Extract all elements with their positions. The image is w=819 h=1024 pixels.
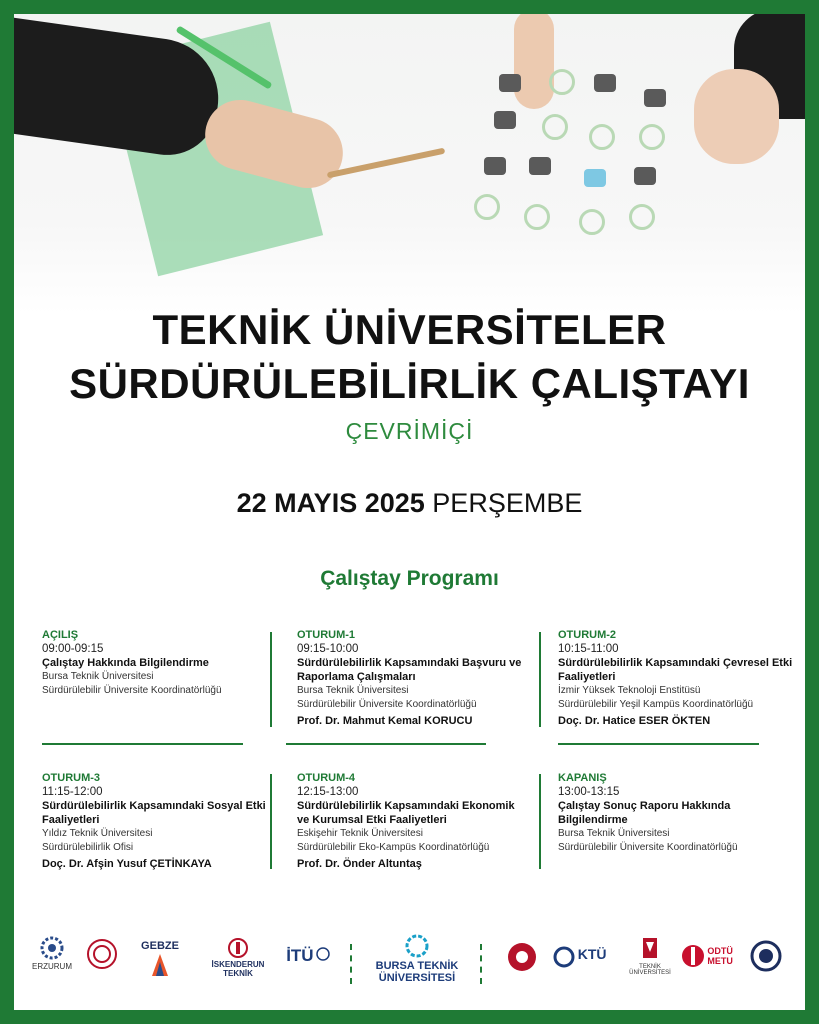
session-topic: Sürdürülebilirlik Kapsamındaki Başvuru ve Raporlama Çalışmaları (297, 657, 522, 683)
odtu-label: ODTÜ (707, 946, 733, 956)
session-office: Sürdürülebilirlik Ofisi (42, 842, 134, 853)
session-institution: Eskişehir Teknik Üniversitesi (297, 828, 423, 839)
event-date (14, 488, 805, 519)
date-day: PERŞEMBE (432, 488, 583, 518)
session-topic: Çalıştay Hakkında Bilgilendirme (42, 657, 209, 669)
session-office: Sürdürülebilir Üniversite Koordinatörlüğü (558, 842, 738, 853)
itu-logo (286, 946, 330, 966)
column-divider (539, 774, 541, 869)
row-divider (558, 743, 759, 745)
session-time: 09:15-10:00 (297, 643, 359, 655)
monitor-leaf-icon (644, 89, 666, 107)
session-time: 13:00-13:15 (558, 786, 620, 798)
session-time: 12:15-13:00 (297, 786, 359, 798)
session-office: Sürdürülebilir Eko-Kampüs Koordinatörlüğü (297, 842, 490, 853)
session-time: 10:15-11:00 (558, 643, 619, 655)
erzurum-emblem-icon (40, 936, 64, 960)
session-office: Sürdürülebilir Üniversite Koordinatörlüğü (297, 699, 477, 710)
column-divider (270, 632, 272, 727)
ktu-logo (550, 946, 610, 968)
session-label: OTURUM-3 (42, 772, 101, 784)
tool-icon (594, 74, 616, 92)
title-line-2: SÜRDÜRÜLEBİLİRLİK ÇALIŞTAYI (69, 360, 750, 407)
pencil-decoration (327, 148, 446, 179)
erzurum-label: ERZURUM (32, 962, 72, 971)
gebze-logo (132, 940, 188, 978)
gebze-label: GEBZE (141, 940, 179, 952)
iskenderun-emblem-icon (228, 938, 248, 958)
session-topic: Sürdürülebilirlik Kapsamındaki Çevresel Etki Faaliyetleri (558, 657, 793, 683)
session-speaker: Doç. Dr. Afşin Yusuf ÇETİNKAYA (42, 858, 212, 870)
navy-seal-logo (748, 940, 784, 974)
red-emblem-logo (504, 942, 540, 974)
itu-seal-icon (316, 947, 330, 961)
cycle-icon (549, 69, 575, 95)
session-office: Sürdürülebilir Üniversite Koordinatörlüğü (42, 685, 222, 696)
erzurum-logo (32, 936, 72, 971)
session-speaker: Prof. Dr. Önder Altuntaş (297, 858, 422, 870)
factory-icon (484, 157, 506, 175)
odtu-text (707, 946, 733, 966)
recycle-box-icon (499, 74, 521, 92)
session-institution: Yıldız Teknik Üniversitesi (42, 828, 153, 839)
btu-logo (372, 934, 462, 984)
konya-emblem-icon (640, 936, 660, 962)
konya-label: TEKNİK ÜNİVERSİTESİ (629, 964, 671, 976)
navy-seal-icon (750, 940, 782, 972)
session-institution: Bursa Teknik Üniversitesi (42, 671, 154, 682)
session-label: OTURUM-4 (297, 772, 356, 784)
konya-logo (618, 936, 682, 976)
session-institution: Bursa Teknik Üniversitesi (297, 685, 409, 696)
ktu-label: KTÜ (577, 946, 607, 963)
sustainability-icons-sheet (464, 69, 694, 239)
ktu-emblem-icon (553, 946, 575, 968)
itu-label: İTÜ (286, 946, 314, 965)
tree-icon (529, 157, 551, 175)
column-divider (539, 632, 541, 727)
session-label: AÇILIŞ (42, 629, 79, 641)
arrows-cycle-icon (524, 204, 550, 230)
session-time: 09:00-09:15 (42, 643, 104, 655)
row-divider (286, 743, 486, 745)
session-1 (297, 628, 522, 728)
logo-separator (480, 944, 484, 984)
program-heading: Çalıştay Programı (320, 567, 499, 590)
session-label: KAPANIŞ (558, 772, 607, 784)
red-seal-icon (86, 938, 118, 970)
renew-icon (629, 204, 655, 230)
logo-separator (350, 944, 354, 984)
battery-icon (589, 124, 615, 150)
session-time: 11:15-12:00 (42, 786, 103, 798)
right-hand-decoration (694, 69, 779, 164)
session-institution: Bursa Teknik Üniversitesi (558, 828, 670, 839)
btu-emblem-icon (403, 934, 431, 958)
session-topic: Sürdürülebilirlik Kapsamındaki Ekonomik ve Kurumsal Etki Faaliyetleri (297, 800, 515, 826)
university-seal-logo (84, 938, 120, 972)
recycle-icon (579, 209, 605, 235)
session-2 (558, 628, 793, 728)
row-divider (42, 743, 243, 745)
bulb-icon (639, 124, 665, 150)
btu-label-line1: BURSA TEKNİK (375, 960, 459, 972)
landscape-icon (634, 167, 656, 185)
date-bold: 22 MAYIS 2025 (236, 488, 425, 518)
water-drop-icon (584, 169, 606, 187)
btu-label-line2: ÜNİVERSİTESİ (378, 972, 456, 984)
title-line-1: TEKNİK ÜNİVERSİTELER (152, 306, 667, 353)
odtu-emblem-icon (681, 944, 705, 968)
session-label: OTURUM-1 (297, 629, 356, 641)
red-circle-emblem-icon (507, 942, 537, 972)
hero-photo (14, 14, 805, 314)
session-topic: Sürdürülebilirlik Kapsamındaki Sosyal Etki Faaliyetleri (42, 800, 266, 826)
session-3 (42, 771, 267, 871)
odtu-logo (679, 944, 735, 968)
plug-icon (494, 111, 516, 129)
session-office: Sürdürülebilir Yeşil Kampüs Koordinatörlüğü (558, 699, 754, 710)
iskenderun-label: İSKENDERUN TEKNİK (211, 960, 265, 978)
session-closing (558, 771, 793, 855)
subtitle-online: ÇEVRİMİÇİ (345, 418, 474, 444)
globe-icon (474, 194, 500, 220)
gebze-flame-icon (150, 952, 170, 978)
session-topic: Çalıştay Sonuç Raporu Hakkında Bilgilendirme (558, 800, 731, 826)
energy-icon (542, 114, 568, 140)
session-opening (42, 628, 267, 698)
session-institution: İzmir Yüksek Teknoloji Enstitüsü (558, 685, 701, 696)
session-speaker: Prof. Dr. Mahmut Kemal KORUCU (297, 715, 473, 727)
session-label: OTURUM-2 (558, 629, 617, 641)
metu-label: METU (707, 956, 733, 966)
session-speaker: Doç. Dr. Hatice ESER ÖKTEN (558, 715, 711, 727)
session-4 (297, 771, 522, 871)
university-logos (14, 926, 805, 1011)
column-divider (270, 774, 272, 869)
iskenderun-logo (202, 938, 274, 978)
